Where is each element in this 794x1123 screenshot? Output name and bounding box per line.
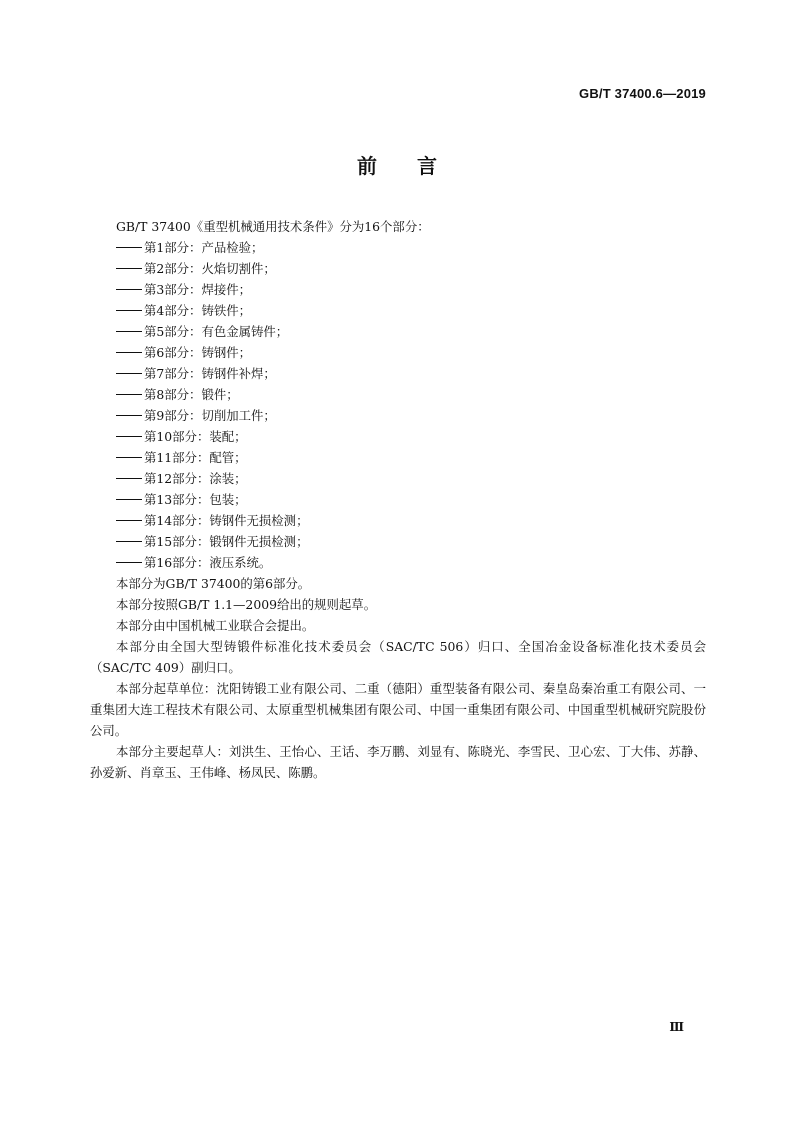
list-item: 第9部分：切削加工件； (90, 405, 706, 426)
page-number: Ⅲ (669, 1020, 684, 1034)
list-item: 第4部分：铸铁件； (90, 300, 706, 321)
em-dash-mark (116, 310, 142, 311)
em-dash-mark (116, 541, 142, 542)
list-item: 第15部分：锻钢件无损检测； (90, 531, 706, 552)
drafting-units-paragraph: 本部分起草单位：沈阳铸锻工业有限公司、二重（德阳）重型装备有限公司、秦皇岛秦冶重工有限公司、一重集团大连工程技术有限公司、太原重型机械集团有限公司、中国一重集团有限公司、中国重型机械研究院股份公司。 (90, 681, 706, 738)
em-dash-mark (116, 457, 142, 458)
standard-code: GB/T 37400.6—2019 (579, 86, 706, 101)
part-statement-paragraph: 本部分为GB/T 37400的第6部分。 (116, 576, 311, 591)
list-item: 第10部分：装配； (90, 426, 706, 447)
em-dash-mark (116, 499, 142, 500)
page-title: 前言 (357, 154, 477, 178)
em-dash-mark (116, 352, 142, 353)
list-item: 第8部分：锻件； (90, 384, 706, 405)
list-item: 第12部分：涂装； (90, 468, 706, 489)
list-item: 第3部分：焊接件； (90, 279, 706, 300)
em-dash-mark (116, 394, 142, 395)
em-dash-mark (116, 268, 142, 269)
proposer-paragraph: 本部分由中国机械工业联合会提出。 (116, 618, 315, 633)
drafters-paragraph: 本部分主要起草人：刘洪生、王怡心、王话、李万鹏、刘显有、陈晓光、李雪民、卫心宏、丁大伟、苏静、孙爱新、肖章玉、王伟峰、杨凤民、陈鹏。 (90, 744, 706, 780)
intro-paragraph: GB/T 37400《重型机械通用技术条件》分为16个部分： (116, 219, 430, 234)
committee-paragraph: 本部分由全国大型铸锻件标准化技术委员会（SAC/TC 506）归口、全国冶金设备标准化技术委员会（SAC/TC 409）副归口。 (90, 639, 706, 675)
em-dash-mark (116, 331, 142, 332)
em-dash-mark (116, 289, 142, 290)
list-item: 第6部分：铸钢件； (90, 342, 706, 363)
list-item: 第5部分：有色金属铸件； (90, 321, 706, 342)
em-dash-mark (116, 478, 142, 479)
list-item: 第1部分：产品检验； (90, 237, 706, 258)
list-item: 第2部分：火焰切割件； (90, 258, 706, 279)
em-dash-mark (116, 436, 142, 437)
list-item: 第16部分：液压系统。 (90, 552, 706, 573)
em-dash-mark (116, 373, 142, 374)
list-item: 第7部分：铸钢件补焊； (90, 363, 706, 384)
list-item: 第14部分：铸钢件无损检测； (90, 510, 706, 531)
em-dash-mark (116, 247, 142, 248)
foreword-body (90, 216, 706, 783)
em-dash-mark (116, 562, 142, 563)
parts-list (90, 237, 706, 573)
list-item: 第11部分：配管； (90, 447, 706, 468)
drafting-rules-paragraph: 本部分按照GB/T 1.1—2009给出的规则起草。 (116, 597, 377, 612)
em-dash-mark (116, 415, 142, 416)
em-dash-mark (116, 520, 142, 521)
list-item: 第13部分：包装； (90, 489, 706, 510)
